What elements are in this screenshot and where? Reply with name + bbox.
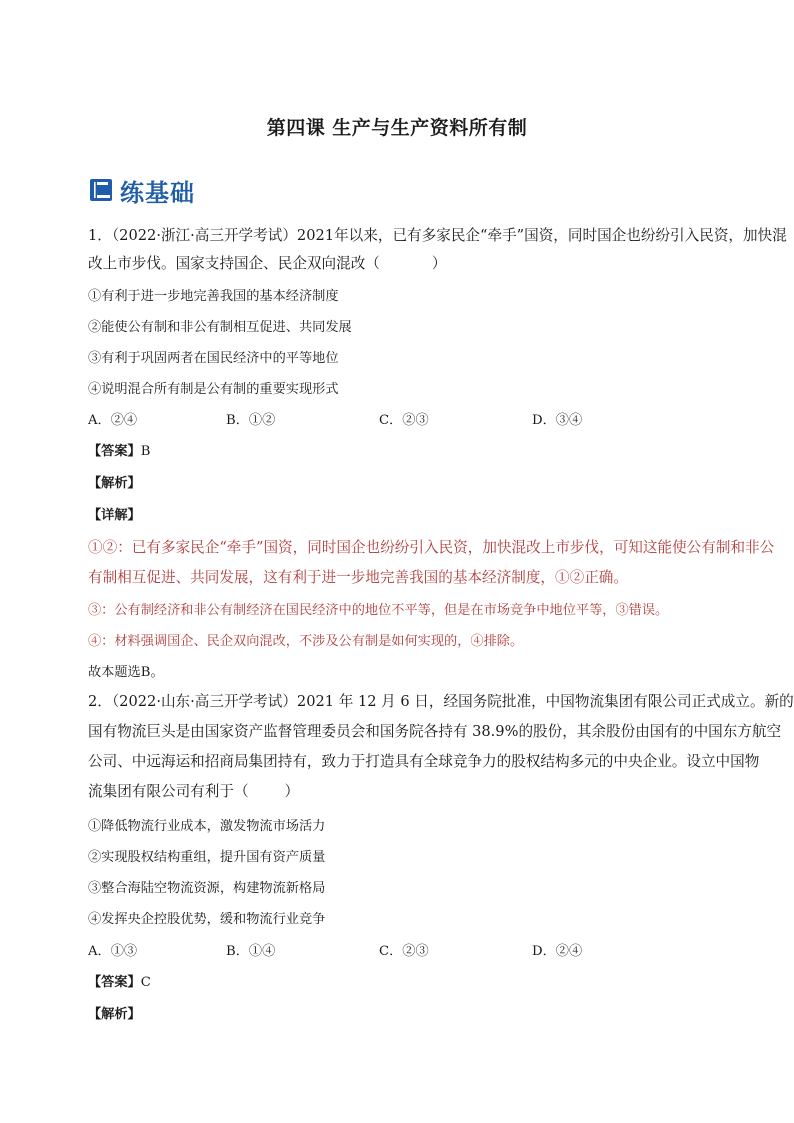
answer-label: 【答案】 [88,444,141,459]
book-icon [88,177,114,203]
q1-item-3: ③有利于巩固两者在国民经济中的平等地位 [88,351,339,366]
q2-stem-line2: 国有物流巨头是由国家资产监督管理委员会和国务院各持有 38.9%的股份，其余股份由国有的中国东方航空 [88,723,782,740]
page-title: 第四课 生产与生产资料所有制 [266,117,528,139]
q1-detail-line4: ④：材料强调国企、民企双向混改，不涉及公有制是如何实现的，④排除。 [88,634,524,649]
q1-detail-line2: 有制相互促进、共同发展，这有利于进一步地完善我国的基本经济制度，①②正确。 [88,569,628,586]
q1-analysis-label: 【解析】 [88,476,141,491]
q2-item-3: ③整合海陆空物流资源，构建物流新格局 [88,881,326,896]
q1-option-a: A．②④ [88,413,138,428]
q1-item-2: ②能使公有制和非公有制相互促进、共同发展 [88,320,352,335]
q1-answer [88,442,718,462]
q2-stem-line3: 公司、中远海运和招商局集团持有，致力于打造具有全球竞争力的股权结构多元的中央企业。设立中国物 [88,753,760,770]
q1-item-1: ①有利于进一步地完善我国的基本经济制度 [88,289,339,304]
q1-detail-label: 【详解】 [88,508,141,523]
q1-stem-close: ） [431,255,447,272]
q2-stem-text: 流集团有限公司有利于（ [88,783,249,800]
q1-option-b: B．①② [226,413,276,428]
answer-value: B [140,444,151,459]
q2-item-4: ④发挥央企控股优势，缓和物流行业竞争 [88,912,326,927]
q2-analysis-label: 【解析】 [88,1007,141,1022]
answer-value: C [140,975,151,990]
q2-answer [88,973,718,993]
q1-option-d: D．③④ [532,413,583,428]
q2-item-1: ①降低物流行业成本，激发物流市场活力 [88,819,326,834]
q2-stem-close: ） [284,783,300,800]
q2-item-2: ②实现股权结构重组，提升国有资产质量 [88,850,326,865]
q1-stem-text: 改上市步伐。国家支持国企、民企双向混改（ [88,255,380,272]
q1-item-4: ④说明混合所有制是公有制的重要实现形式 [88,382,339,397]
q1-stem-line1: 1．（2022·浙江·高三开学考试）2021年以来，已有多家民企“牵手”国资，同时国企也纷纷引入民资，加快混 [88,227,787,244]
section-header [88,170,195,210]
q1-conclusion: 故本题选B。 [88,665,164,680]
q2-stem-line4 [88,782,718,802]
q2-stem-line1: 2．（2022·山东·高三开学考试）2021 年 12 月 6 日，经国务院批准，中国物流集团有限公司正式成立。新的 [88,693,794,710]
q1-option-c: C．②③ [379,413,429,428]
q1-detail-line1: ①②：已有多家民企“牵手”国资，同时国企也纷纷引入民资，加快混改上市步伐，可知这能使公有制和非公 [88,539,775,556]
answer-label: 【答案】 [88,975,141,990]
section-label: 练基础 [120,178,195,207]
q2-option-c: C．②③ [379,944,429,959]
q1-detail-line3: ③：公有制经济和非公有制经济在国民经济中的地位不平等，但是在市场竞争中地位平等，③错误。 [88,603,669,618]
q2-option-b: B．①④ [226,944,276,959]
q1-stem-line2 [88,254,718,274]
q2-option-d: D．②④ [532,944,583,959]
q2-option-a: A．①③ [88,944,138,959]
